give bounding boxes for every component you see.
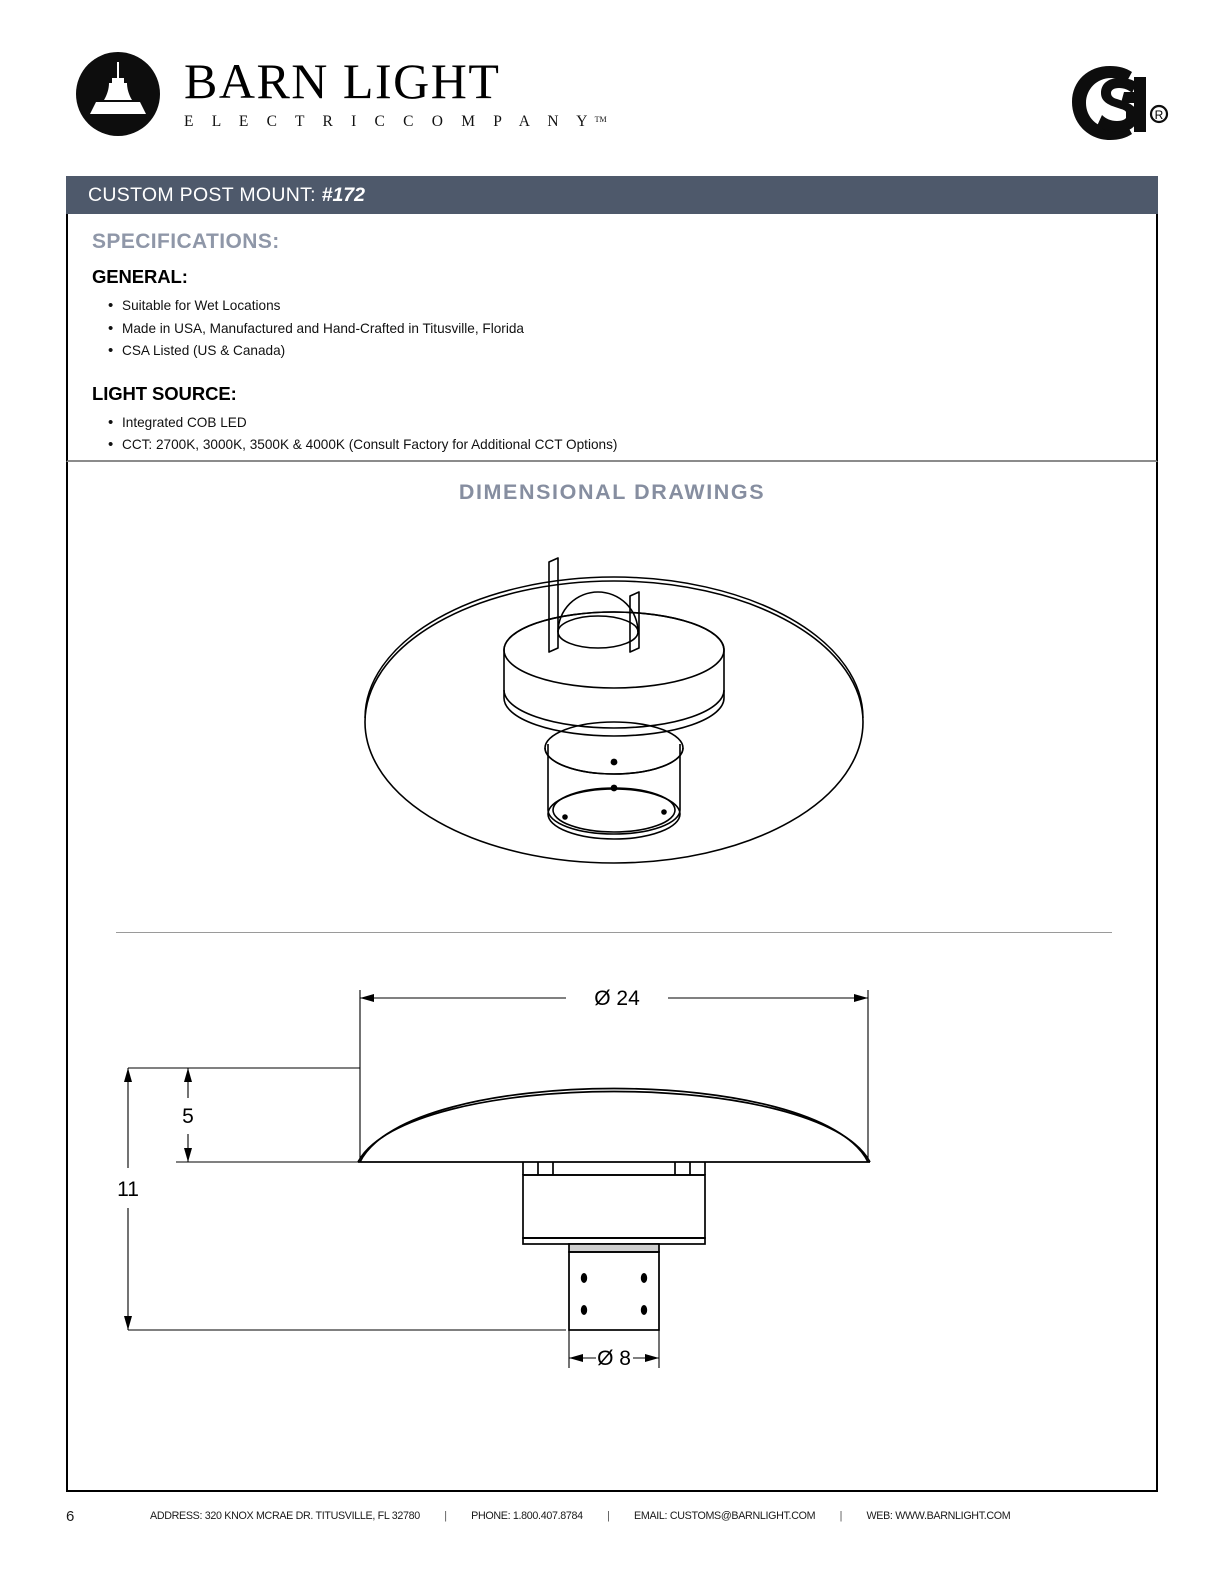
page-title (66, 184, 365, 207)
dimensional-drawings-panel (66, 462, 1158, 1492)
front-elevation-with-dimensions (68, 972, 1160, 1392)
spec-item: • Suitable for Wet Locations (92, 295, 1156, 318)
spec-item: • CSA Listed (US & Canada) (92, 340, 1156, 363)
dimension-label-fitter-diameter: Ø 8 (597, 1347, 631, 1370)
drawings-section-divider (116, 932, 1112, 933)
page-footer (0, 1500, 1224, 1540)
product-model-number: #172 (321, 183, 365, 206)
footer-separator: | (444, 1510, 447, 1522)
spec-item: • CCT: 2700K, 3000K, 3500K & 4000K (Consult Factory for Additional CCT Options) (92, 434, 1156, 457)
spec-list-general (92, 295, 1156, 363)
dimensional-drawings-heading: DIMENSIONAL DRAWINGS (458, 480, 766, 504)
specifications-heading: SPECIFICATIONS: (92, 230, 280, 253)
brand-tagline: E L E C T R I C C O M P A N Y™ (184, 113, 607, 130)
page-number: 6 (66, 1508, 75, 1525)
footer-contact-strip (150, 1510, 1010, 1522)
dimension-label-shade-height: 5 (182, 1105, 194, 1128)
csa-certification-mark-icon (1064, 62, 1172, 146)
footer-web: WEB: WWW.BARNLIGHT.COM (866, 1510, 1011, 1522)
product-title-bar (66, 176, 1158, 214)
brand-logo (76, 52, 607, 136)
spec-group-heading-light-source: LIGHT SOURCE: (92, 382, 237, 404)
brand-name: BARN LIGHT (184, 53, 501, 109)
svg-text:R: R (1154, 108, 1164, 122)
product-category-label: CUSTOM POST MOUNT: (88, 183, 316, 206)
brand-wordmark (184, 53, 607, 131)
dimension-label-overall-height: 11 (117, 1178, 139, 1201)
spec-list-light-source (92, 412, 1156, 457)
spec-group-heading-general: GENERAL: (92, 266, 188, 287)
perspective-view-underside (68, 522, 1160, 922)
spec-item: • Made in USA, Manufactured and Hand-Crafted in Titusville, Florida (92, 318, 1156, 341)
footer-separator: | (607, 1510, 610, 1522)
dimension-label-shade-diameter: Ø 24 (594, 987, 640, 1010)
pendant-barn-light-icon (76, 52, 160, 136)
specifications-panel (66, 214, 1158, 462)
footer-phone: PHONE: 1.800.407.8784 (471, 1510, 583, 1522)
spec-item: • Integrated COB LED (92, 412, 1156, 435)
footer-email: EMAIL: CUSTOMS@BARNLIGHT.COM (634, 1510, 816, 1522)
footer-address: ADDRESS: 320 KNOX MCRAE DR. TITUSVILLE, FL 32780 (150, 1510, 420, 1522)
page-header (0, 0, 1224, 170)
trademark-mark: TM (594, 115, 607, 124)
footer-separator: | (839, 1510, 843, 1522)
